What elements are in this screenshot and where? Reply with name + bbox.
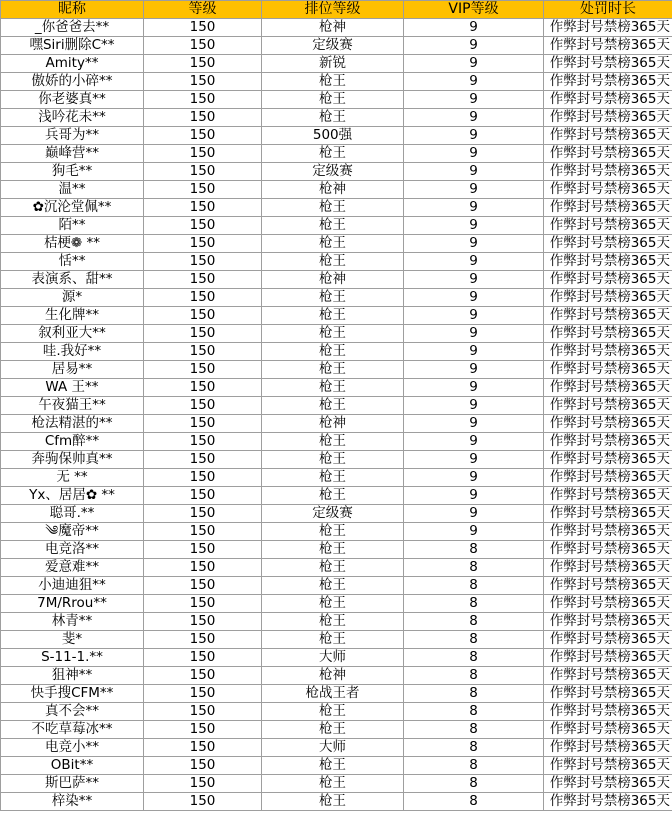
table-row: [1, 163, 672, 181]
cell-rank-tier[interactable]: 枪王: [262, 397, 404, 415]
cell-nickname[interactable]: 爱意难**: [1, 559, 144, 577]
cell-level[interactable]: 150: [144, 163, 262, 181]
cell-vip-level[interactable]: 9: [404, 415, 544, 433]
cell-vip-level[interactable]: 8: [404, 541, 544, 559]
table-row: [1, 253, 672, 271]
cell-level[interactable]: 150: [144, 739, 262, 757]
cell-level[interactable]: 150: [144, 793, 262, 811]
cell-rank-tier[interactable]: 枪王: [262, 793, 404, 811]
cell-level[interactable]: 150: [144, 469, 262, 487]
cell-level[interactable]: 150: [144, 631, 262, 649]
cell-vip-level[interactable]: 8: [404, 685, 544, 703]
cell-penalty-duration[interactable]: 作弊封号禁榜365天: [544, 649, 672, 667]
cell-level[interactable]: 150: [144, 721, 262, 739]
table-row: [1, 775, 672, 793]
cell-level[interactable]: 150: [144, 685, 262, 703]
cell-level[interactable]: 150: [144, 613, 262, 631]
header-row: [1, 1, 672, 19]
cell-rank-tier[interactable]: 枪神: [262, 271, 404, 289]
cell-rank-tier[interactable]: 枪王: [262, 433, 404, 451]
table-row: [1, 487, 672, 505]
cell-nickname[interactable]: 温**: [1, 181, 144, 199]
cell-vip-level[interactable]: 9: [404, 145, 544, 163]
cell-rank-tier[interactable]: 大师: [262, 649, 404, 667]
cell-nickname[interactable]: 枪法精湛的**: [1, 415, 144, 433]
table-row: [1, 505, 672, 523]
cell-nickname[interactable]: Cfm醉**: [1, 433, 144, 451]
cell-level[interactable]: 150: [144, 523, 262, 541]
cell-rank-tier[interactable]: 枪王: [262, 757, 404, 775]
cell-nickname[interactable]: 傲娇的小碎**: [1, 73, 144, 91]
cell-vip-level[interactable]: 9: [404, 271, 544, 289]
cell-nickname[interactable]: 源*: [1, 289, 144, 307]
cell-nickname[interactable]: ✿沉沦堂佩**: [1, 199, 144, 217]
cell-vip-level[interactable]: 9: [404, 19, 544, 37]
cell-nickname[interactable]: 聪哥.**: [1, 505, 144, 523]
cell-level[interactable]: 150: [144, 397, 262, 415]
cell-penalty-duration[interactable]: 作弊封号禁榜365天: [544, 631, 672, 649]
cell-penalty-duration[interactable]: 作弊封号禁榜365天: [544, 541, 672, 559]
table-row: [1, 577, 672, 595]
table-row: [1, 217, 672, 235]
cell-level[interactable]: 150: [144, 127, 262, 145]
table-row: [1, 541, 672, 559]
cell-level[interactable]: 150: [144, 199, 262, 217]
cell-nickname[interactable]: S-11-1.**: [1, 649, 144, 667]
table-row: [1, 451, 672, 469]
cell-penalty-duration[interactable]: 作弊封号禁榜365天: [544, 397, 672, 415]
cell-nickname[interactable]: 嘿Siri删除C**: [1, 37, 144, 55]
cell-penalty-duration[interactable]: 作弊封号禁榜365天: [544, 145, 672, 163]
cell-level[interactable]: 150: [144, 415, 262, 433]
cell-nickname[interactable]: WA 王**: [1, 379, 144, 397]
cell-penalty-duration[interactable]: 作弊封号禁榜365天: [544, 469, 672, 487]
header-name[interactable]: 昵称: [1, 1, 144, 19]
cell-penalty-duration[interactable]: 作弊封号禁榜365天: [544, 775, 672, 793]
table-row: [1, 181, 672, 199]
cell-rank-tier[interactable]: 大师: [262, 739, 404, 757]
table-row: [1, 523, 672, 541]
cell-nickname[interactable]: 电竞洛**: [1, 541, 144, 559]
cell-penalty-duration[interactable]: 作弊封号禁榜365天: [544, 739, 672, 757]
header-rank[interactable]: 排位等级: [262, 1, 404, 19]
cell-level[interactable]: 150: [144, 235, 262, 253]
cell-penalty-duration[interactable]: 作弊封号禁榜365天: [544, 361, 672, 379]
cell-level[interactable]: 150: [144, 181, 262, 199]
cell-vip-level[interactable]: 9: [404, 505, 544, 523]
cell-nickname[interactable]: 快手搜CFM**: [1, 685, 144, 703]
cell-rank-tier[interactable]: 枪王: [262, 469, 404, 487]
cell-penalty-duration[interactable]: 作弊封号禁榜365天: [544, 721, 672, 739]
cell-rank-tier[interactable]: 枪王: [262, 775, 404, 793]
cell-rank-tier[interactable]: 枪王: [262, 541, 404, 559]
cell-nickname[interactable]: 真不会**: [1, 703, 144, 721]
cell-level[interactable]: 150: [144, 289, 262, 307]
cell-vip-level[interactable]: 9: [404, 325, 544, 343]
table-row: [1, 433, 672, 451]
cell-nickname[interactable]: 电竞小**: [1, 739, 144, 757]
table-row: [1, 559, 672, 577]
cell-rank-tier[interactable]: 枪神: [262, 19, 404, 37]
table-row: [1, 361, 672, 379]
table-row: [1, 145, 672, 163]
cell-level[interactable]: 150: [144, 577, 262, 595]
cell-level[interactable]: 150: [144, 217, 262, 235]
cell-nickname[interactable]: ༄魔帝**: [1, 523, 144, 541]
table-row: [1, 721, 672, 739]
cell-vip-level[interactable]: 9: [404, 235, 544, 253]
cell-level[interactable]: 150: [144, 307, 262, 325]
cell-level[interactable]: 150: [144, 487, 262, 505]
table-row: [1, 289, 672, 307]
table-header: [1, 1, 672, 19]
cell-vip-level[interactable]: 8: [404, 739, 544, 757]
cell-penalty-duration[interactable]: 作弊封号禁榜365天: [544, 433, 672, 451]
cell-vip-level[interactable]: 9: [404, 397, 544, 415]
cell-vip-level[interactable]: 8: [404, 667, 544, 685]
table-row: [1, 397, 672, 415]
header-penalty[interactable]: 处罚时长: [544, 1, 672, 19]
cell-vip-level[interactable]: 8: [404, 595, 544, 613]
table-row: [1, 37, 672, 55]
cell-level[interactable]: 150: [144, 505, 262, 523]
cell-rank-tier[interactable]: 枪神: [262, 181, 404, 199]
cell-nickname[interactable]: 陌**: [1, 217, 144, 235]
cell-nickname[interactable]: 表演系、甜**: [1, 271, 144, 289]
cell-rank-tier[interactable]: 枪王: [262, 595, 404, 613]
cell-penalty-duration[interactable]: 作弊封号禁榜365天: [544, 577, 672, 595]
cell-nickname[interactable]: 梓染**: [1, 793, 144, 811]
cell-level[interactable]: 150: [144, 91, 262, 109]
cell-vip-level[interactable]: 8: [404, 559, 544, 577]
cell-nickname[interactable]: 不吃草莓冰**: [1, 721, 144, 739]
cell-penalty-duration[interactable]: 作弊封号禁榜365天: [544, 595, 672, 613]
cell-rank-tier[interactable]: 枪王: [262, 487, 404, 505]
cell-nickname[interactable]: OBit**: [1, 757, 144, 775]
table-row: [1, 703, 672, 721]
cell-level[interactable]: 150: [144, 73, 262, 91]
header-vip[interactable]: VIP等级: [404, 1, 544, 19]
cell-nickname[interactable]: 桔梗❁ **: [1, 235, 144, 253]
cell-nickname[interactable]: 生化牌**: [1, 307, 144, 325]
table-row: [1, 199, 672, 217]
table-row: [1, 649, 672, 667]
cell-penalty-duration[interactable]: 作弊封号禁榜365天: [544, 307, 672, 325]
cell-penalty-duration[interactable]: 作弊封号禁榜365天: [544, 163, 672, 181]
table-row: [1, 55, 672, 73]
cell-penalty-duration[interactable]: 作弊封号禁榜365天: [544, 289, 672, 307]
cell-rank-tier[interactable]: 枪王: [262, 73, 404, 91]
cell-nickname[interactable]: 巅峰营**: [1, 145, 144, 163]
cell-rank-tier[interactable]: 枪神: [262, 415, 404, 433]
cell-vip-level[interactable]: 9: [404, 289, 544, 307]
cell-rank-tier[interactable]: 枪王: [262, 379, 404, 397]
cell-penalty-duration[interactable]: 作弊封号禁榜365天: [544, 127, 672, 145]
table-row: [1, 73, 672, 91]
cell-level[interactable]: 150: [144, 37, 262, 55]
cell-rank-tier[interactable]: 枪战王者: [262, 685, 404, 703]
cell-vip-level[interactable]: 9: [404, 523, 544, 541]
cell-level[interactable]: 150: [144, 145, 262, 163]
cell-level[interactable]: 150: [144, 55, 262, 73]
cell-penalty-duration[interactable]: 作弊封号禁榜365天: [544, 703, 672, 721]
table-row: [1, 19, 672, 37]
cell-penalty-duration[interactable]: 作弊封号禁榜365天: [544, 613, 672, 631]
cell-rank-tier[interactable]: 枪王: [262, 721, 404, 739]
cell-rank-tier[interactable]: 枪王: [262, 199, 404, 217]
cell-penalty-duration[interactable]: 作弊封号禁榜365天: [544, 91, 672, 109]
cell-rank-tier[interactable]: 枪王: [262, 451, 404, 469]
cell-nickname[interactable]: Yx、居居✿ **: [1, 487, 144, 505]
cell-level[interactable]: 150: [144, 343, 262, 361]
cell-level[interactable]: 150: [144, 703, 262, 721]
cell-penalty-duration[interactable]: 作弊封号禁榜365天: [544, 325, 672, 343]
cell-rank-tier[interactable]: 枪王: [262, 235, 404, 253]
cell-rank-tier[interactable]: 枪王: [262, 289, 404, 307]
cell-penalty-duration[interactable]: 作弊封号禁榜365天: [544, 793, 672, 811]
cell-penalty-duration[interactable]: 作弊封号禁榜365天: [544, 685, 672, 703]
cell-penalty-duration[interactable]: 作弊封号禁榜365天: [544, 379, 672, 397]
cell-nickname[interactable]: 你老婆真**: [1, 91, 144, 109]
cell-vip-level[interactable]: 9: [404, 199, 544, 217]
cell-rank-tier[interactable]: 500强: [262, 127, 404, 145]
table-row: [1, 109, 672, 127]
cell-penalty-duration[interactable]: 作弊封号禁榜365天: [544, 451, 672, 469]
cell-penalty-duration[interactable]: 作弊封号禁榜365天: [544, 55, 672, 73]
cell-level[interactable]: 150: [144, 253, 262, 271]
cell-level[interactable]: 150: [144, 271, 262, 289]
cell-rank-tier[interactable]: 枪王: [262, 325, 404, 343]
cell-rank-tier[interactable]: 枪王: [262, 307, 404, 325]
cell-penalty-duration[interactable]: 作弊封号禁榜365天: [544, 271, 672, 289]
cell-penalty-duration[interactable]: 作弊封号禁榜365天: [544, 235, 672, 253]
cell-vip-level[interactable]: 9: [404, 91, 544, 109]
table-row: [1, 235, 672, 253]
cell-penalty-duration[interactable]: 作弊封号禁榜365天: [544, 181, 672, 199]
cell-penalty-duration[interactable]: 作弊封号禁榜365天: [544, 757, 672, 775]
cell-vip-level[interactable]: 9: [404, 109, 544, 127]
cell-rank-tier[interactable]: 定级赛: [262, 37, 404, 55]
table-row: [1, 685, 672, 703]
cell-level[interactable]: 150: [144, 757, 262, 775]
cell-level[interactable]: 150: [144, 667, 262, 685]
cell-nickname[interactable]: 兵哥为**: [1, 127, 144, 145]
cell-nickname[interactable]: 斯巴萨**: [1, 775, 144, 793]
cell-nickname[interactable]: 居易**: [1, 361, 144, 379]
cell-rank-tier[interactable]: 枪王: [262, 109, 404, 127]
cell-vip-level[interactable]: 8: [404, 703, 544, 721]
table-row: [1, 757, 672, 775]
cell-vip-level[interactable]: 9: [404, 469, 544, 487]
cell-level[interactable]: 150: [144, 559, 262, 577]
cell-penalty-duration[interactable]: 作弊封号禁榜365天: [544, 109, 672, 127]
cell-vip-level[interactable]: 8: [404, 757, 544, 775]
cell-rank-tier[interactable]: 枪王: [262, 145, 404, 163]
cell-nickname[interactable]: Amity**: [1, 55, 144, 73]
cell-nickname[interactable]: _你爸爸去**: [1, 19, 144, 37]
cell-vip-level[interactable]: 9: [404, 343, 544, 361]
cell-nickname[interactable]: 叙利亚大**: [1, 325, 144, 343]
cell-level[interactable]: 150: [144, 451, 262, 469]
table-row: [1, 595, 672, 613]
cell-vip-level[interactable]: 9: [404, 307, 544, 325]
cell-vip-level[interactable]: 9: [404, 433, 544, 451]
cell-vip-level[interactable]: 9: [404, 361, 544, 379]
table-row: [1, 379, 672, 397]
header-level[interactable]: 等级: [144, 1, 262, 19]
cell-level[interactable]: 150: [144, 109, 262, 127]
cell-penalty-duration[interactable]: 作弊封号禁榜365天: [544, 667, 672, 685]
table-row: [1, 415, 672, 433]
cell-rank-tier[interactable]: 枪王: [262, 559, 404, 577]
table-row: [1, 307, 672, 325]
cell-nickname[interactable]: 小迪迪狙**: [1, 577, 144, 595]
cell-penalty-duration[interactable]: 作弊封号禁榜365天: [544, 73, 672, 91]
cell-penalty-duration[interactable]: 作弊封号禁榜365天: [544, 217, 672, 235]
table-row: [1, 271, 672, 289]
cell-rank-tier[interactable]: 枪王: [262, 703, 404, 721]
cell-level[interactable]: 150: [144, 595, 262, 613]
cell-level[interactable]: 150: [144, 541, 262, 559]
cell-vip-level[interactable]: 8: [404, 613, 544, 631]
cell-rank-tier[interactable]: 定级赛: [262, 505, 404, 523]
cell-nickname[interactable]: 无 **: [1, 469, 144, 487]
cell-penalty-duration[interactable]: 作弊封号禁榜365天: [544, 505, 672, 523]
cell-vip-level[interactable]: 8: [404, 793, 544, 811]
cell-level[interactable]: 150: [144, 433, 262, 451]
cell-penalty-duration[interactable]: 作弊封号禁榜365天: [544, 343, 672, 361]
table-row: [1, 613, 672, 631]
cell-penalty-duration[interactable]: 作弊封号禁榜365天: [544, 19, 672, 37]
cell-level[interactable]: 150: [144, 361, 262, 379]
table-row: [1, 469, 672, 487]
table-row: [1, 631, 672, 649]
table-row: [1, 343, 672, 361]
cell-vip-level[interactable]: 8: [404, 649, 544, 667]
cell-level[interactable]: 150: [144, 379, 262, 397]
cell-vip-level[interactable]: 9: [404, 379, 544, 397]
cell-nickname[interactable]: 哇.我好**: [1, 343, 144, 361]
cell-vip-level[interactable]: 9: [404, 487, 544, 505]
cell-penalty-duration[interactable]: 作弊封号禁榜365天: [544, 253, 672, 271]
cell-rank-tier[interactable]: 定级赛: [262, 163, 404, 181]
cell-penalty-duration[interactable]: 作弊封号禁榜365天: [544, 523, 672, 541]
cell-vip-level[interactable]: 8: [404, 631, 544, 649]
cell-nickname[interactable]: 奔驹保帅真**: [1, 451, 144, 469]
cell-nickname[interactable]: 午夜猫王**: [1, 397, 144, 415]
cell-vip-level[interactable]: 9: [404, 451, 544, 469]
cell-vip-level[interactable]: 9: [404, 37, 544, 55]
cell-level[interactable]: 150: [144, 19, 262, 37]
cell-rank-tier[interactable]: 枪王: [262, 523, 404, 541]
cell-nickname[interactable]: 浅吟花未**: [1, 109, 144, 127]
cell-vip-level[interactable]: 9: [404, 127, 544, 145]
cell-nickname[interactable]: 林青**: [1, 613, 144, 631]
cell-vip-level[interactable]: 9: [404, 163, 544, 181]
cell-level[interactable]: 150: [144, 649, 262, 667]
cell-rank-tier[interactable]: 枪王: [262, 613, 404, 631]
cell-nickname[interactable]: 狙神**: [1, 667, 144, 685]
cell-penalty-duration[interactable]: 作弊封号禁榜365天: [544, 559, 672, 577]
table-row: [1, 667, 672, 685]
cell-vip-level[interactable]: 8: [404, 775, 544, 793]
cell-rank-tier[interactable]: 枪王: [262, 361, 404, 379]
cell-rank-tier[interactable]: 枪王: [262, 577, 404, 595]
cell-level[interactable]: 150: [144, 325, 262, 343]
cell-penalty-duration[interactable]: 作弊封号禁榜365天: [544, 487, 672, 505]
cell-nickname[interactable]: 恬**: [1, 253, 144, 271]
table-row: [1, 127, 672, 145]
table-row: [1, 793, 672, 811]
table-body: [1, 19, 672, 811]
cell-penalty-duration[interactable]: 作弊封号禁榜365天: [544, 37, 672, 55]
cell-vip-level[interactable]: 9: [404, 253, 544, 271]
cell-rank-tier[interactable]: 新锐: [262, 55, 404, 73]
cell-rank-tier[interactable]: 枪王: [262, 91, 404, 109]
cell-level[interactable]: 150: [144, 775, 262, 793]
cell-rank-tier[interactable]: 枪神: [262, 667, 404, 685]
cell-nickname[interactable]: 狗毛**: [1, 163, 144, 181]
cell-vip-level[interactable]: 8: [404, 721, 544, 739]
table-row: [1, 739, 672, 757]
cell-rank-tier[interactable]: 枪王: [262, 253, 404, 271]
cell-rank-tier[interactable]: 枪王: [262, 343, 404, 361]
cell-nickname[interactable]: 7M/Rrou**: [1, 595, 144, 613]
cell-rank-tier[interactable]: 枪王: [262, 631, 404, 649]
cell-vip-level[interactable]: 9: [404, 55, 544, 73]
cell-penalty-duration[interactable]: 作弊封号禁榜365天: [544, 415, 672, 433]
cell-nickname[interactable]: 斐*: [1, 631, 144, 649]
cell-rank-tier[interactable]: 枪王: [262, 217, 404, 235]
table-row: [1, 325, 672, 343]
cell-vip-level[interactable]: 9: [404, 217, 544, 235]
cell-vip-level[interactable]: 8: [404, 577, 544, 595]
table-row: [1, 91, 672, 109]
cell-penalty-duration[interactable]: 作弊封号禁榜365天: [544, 199, 672, 217]
cell-vip-level[interactable]: 9: [404, 181, 544, 199]
cell-vip-level[interactable]: 9: [404, 73, 544, 91]
